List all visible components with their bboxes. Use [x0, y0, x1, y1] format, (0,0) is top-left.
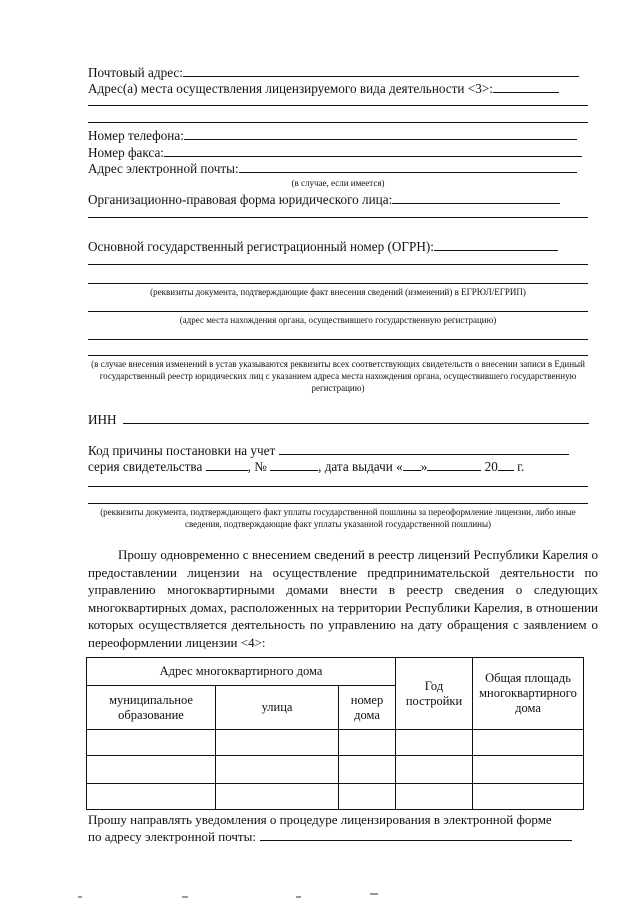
house-number-header: номер дома	[339, 686, 396, 730]
table-cell[interactable]	[87, 756, 216, 784]
phone-label: Номер телефона:	[88, 128, 184, 143]
fee-line-1[interactable]	[88, 486, 588, 487]
notification-email-field[interactable]	[260, 828, 572, 841]
activity-address-label: Адрес(а) места осуществления лицензируемого вида деятельности <3>:	[88, 81, 493, 96]
area-header: Общая площадь многоквартирного дома	[473, 658, 584, 730]
table-row	[87, 756, 584, 784]
table-cell[interactable]	[339, 756, 396, 784]
table-cell[interactable]	[396, 756, 473, 784]
postal-address-field[interactable]	[183, 64, 579, 77]
activity-address-line-2[interactable]	[88, 105, 588, 106]
cert-number-label: , №	[247, 459, 267, 474]
reg-body-line[interactable]	[88, 311, 588, 312]
fax-label: Номер факса:	[88, 145, 164, 160]
activity-address-row	[88, 80, 588, 97]
activity-address-field[interactable]	[493, 80, 559, 93]
kpp-field[interactable]	[279, 442, 569, 455]
cert-date-close: »	[420, 459, 428, 474]
email-label: Адрес электронной почты:	[88, 161, 239, 176]
table-cell[interactable]	[216, 730, 339, 756]
table-cell[interactable]	[87, 730, 216, 756]
email-row	[88, 160, 588, 177]
notification-email-label: по адресу электронной почты:	[88, 829, 256, 844]
table-row	[87, 784, 584, 810]
notification-paragraph: Прошу направлять уведомления о процедуре лицензирования в электронной форме	[88, 812, 552, 827]
fee-line-2[interactable]	[88, 503, 588, 504]
cert-year-field[interactable]	[498, 458, 514, 471]
ogrn-row	[88, 238, 588, 255]
scan-artifact	[182, 896, 188, 898]
charter-note: (в случае внесения изменений в устав указываются реквизиты всех соответствующих свидетельств о внесении записи в Единый государственный реестр юридических лиц с указанием адреса места нахождения органа, осуществившего государственную регистрацию)	[91, 359, 585, 393]
cert-month-field[interactable]	[427, 458, 481, 471]
fax-row	[88, 144, 588, 161]
legal-form-field[interactable]	[392, 191, 560, 204]
reg-body-note: (адрес места нахождения органа, осуществившего государственную регистрацию)	[179, 315, 497, 325]
legal-form-row	[88, 191, 588, 208]
charter-line-1[interactable]	[88, 339, 588, 340]
scan-artifact	[370, 893, 378, 895]
fax-field[interactable]	[164, 144, 582, 157]
street-header: улица	[216, 686, 339, 730]
table-cell[interactable]	[473, 784, 584, 810]
table-cell[interactable]	[216, 756, 339, 784]
municipality-header: муниципальное образование	[87, 686, 216, 730]
ogrn-label: Основной государственный регистрационный номер (ОГРН):	[88, 239, 434, 254]
table-cell[interactable]	[339, 730, 396, 756]
kpp-row	[88, 442, 588, 459]
address-group-header: Адрес многоквартирного дома	[87, 658, 396, 686]
request-paragraph: Прошу одновременно с внесением сведений в реестр лицензий Республики Карелия о предоставлении лицензии на осуществление предпринимательской деятельности по управлению многоквартирными домами внести в реестр сведения о следующих многоквартирных домах, расположенных на территории Республики Карелия, в отношении которых осуществляется деятельность по управлению на дату обращения с заявлением о переоформлении лицензии <4>:	[88, 547, 598, 650]
egrul-line[interactable]	[88, 283, 588, 284]
ogrn-field[interactable]	[434, 238, 558, 251]
ogrn-line-2[interactable]	[88, 264, 588, 265]
cert-number-field[interactable]	[270, 458, 318, 471]
inn-label: ИНН	[88, 412, 117, 427]
postal-address-label: Почтовый адрес:	[88, 65, 183, 80]
email-note: (в случае, если имеется)	[291, 178, 385, 188]
table-cell[interactable]	[339, 784, 396, 810]
cert-series-field[interactable]	[206, 458, 248, 471]
table-cell[interactable]	[396, 730, 473, 756]
cert-date-label: , дата выдачи «	[318, 459, 403, 474]
table-cell[interactable]	[396, 784, 473, 810]
table-cell[interactable]	[87, 784, 216, 810]
cert-year-prefix: 20	[484, 459, 498, 474]
table-cell[interactable]	[216, 784, 339, 810]
notification-email-row	[88, 828, 588, 845]
table-cell[interactable]	[473, 756, 584, 784]
phone-field[interactable]	[184, 127, 577, 140]
kpp-label: Код причины постановки на учет	[88, 443, 276, 458]
cert-year-suffix: г.	[517, 459, 525, 474]
postal-address-row	[88, 64, 588, 81]
table-row	[87, 730, 584, 756]
table-cell[interactable]	[473, 730, 584, 756]
phone-row	[88, 127, 588, 144]
fee-note: (реквизиты документа, подтверждающего факт уплаты государственной пошлины за переоформление лицензии, либо иные сведения, подтверждающие факт уплаты указанной государственной пошлины)	[100, 507, 576, 529]
email-field[interactable]	[239, 160, 577, 173]
scan-artifact	[78, 896, 82, 898]
charter-line-2[interactable]	[88, 355, 588, 356]
egrul-note: (реквизиты документа, подтверждающие факт внесения сведений (изменений) в ЕГРЮЛ/ЕГРИП)	[150, 287, 526, 297]
legal-form-label: Организационно-правовая форма юридического лица:	[88, 192, 393, 207]
cert-day-field[interactable]	[403, 458, 421, 471]
scan-artifact	[296, 896, 301, 898]
activity-address-line-3[interactable]	[88, 122, 588, 123]
legal-form-line-2[interactable]	[88, 217, 588, 218]
inn-row	[88, 411, 588, 428]
year-header: Год постройки	[396, 658, 473, 730]
houses-table	[86, 657, 584, 810]
certificate-row	[88, 458, 588, 475]
cert-series-label: серия свидетельства	[88, 459, 203, 474]
inn-field[interactable]	[123, 411, 589, 424]
